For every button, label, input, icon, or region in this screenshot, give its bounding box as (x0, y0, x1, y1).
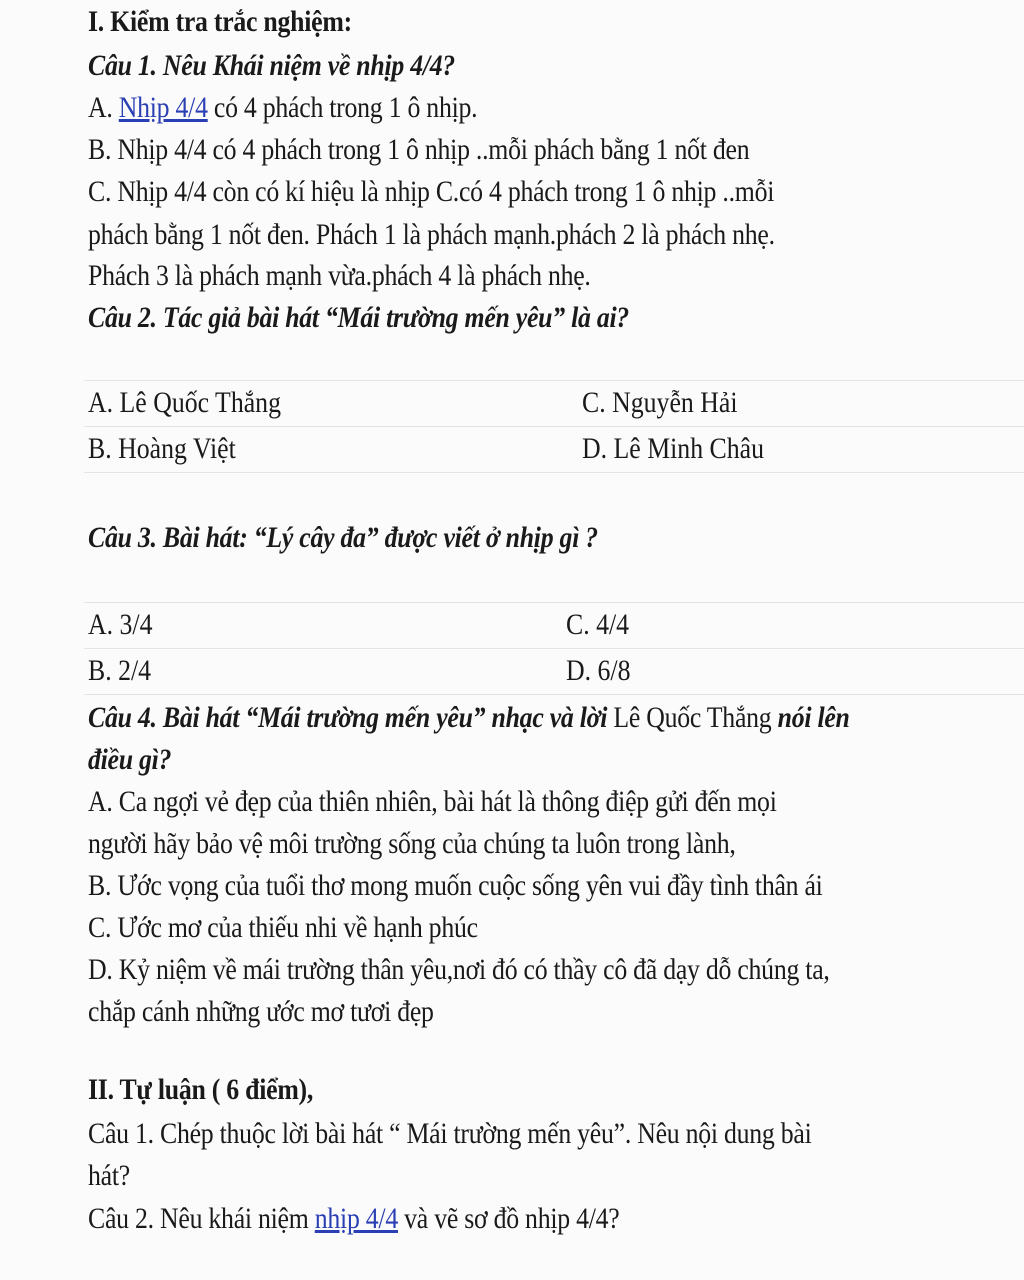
q1-option-a-rest: có 4 phách trong 1 ô nhịp. (207, 91, 478, 124)
q2-options-table (84, 380, 1024, 473)
q4-option-a-line1: A. Ca ngợi vẻ đẹp của thiên nhiên, bài hát là thông điệp gửi đến mọi (88, 785, 777, 818)
q1-option-c-line2: phách bằng 1 nốt đen. Phách 1 là phách mạnh.phách 2 là phách nhẹ. (88, 218, 775, 251)
q4-option-b: B. Ước vọng của tuổi thơ mong muốn cuộc sống yên vui đầy tình thân ái (88, 869, 823, 902)
q3-option-c: C. 4/4 (566, 608, 630, 641)
q1-option-a-prefix: A. (88, 91, 119, 124)
essay-q2-rest: và vẽ sơ đồ nhịp 4/4? (397, 1202, 620, 1235)
q4-option-d-line1: D. Kỷ niệm về mái trường thân yêu,nơi đó có thầy cô đã dạy dỗ chúng ta, (88, 953, 830, 986)
essay-q2-link[interactable]: nhịp 4/4 (314, 1202, 398, 1235)
section-2-heading: II. Tự luận ( 6 điểm), (88, 1073, 314, 1106)
section-1-heading: I. Kiểm tra trắc nghiệm: (88, 5, 352, 38)
q4-option-d-line2: chắp cánh những ước mơ tươi đẹp (88, 995, 434, 1028)
essay-q1-line1: Câu 1. Chép thuộc lời bài hát “ Mái trường mến yêu”. Nêu nội dung bài (88, 1117, 812, 1150)
table-row (84, 603, 1024, 649)
q2-option-b: B. Hoàng Việt (88, 432, 236, 465)
table-row (84, 381, 1024, 427)
q1-option-a-link[interactable]: Nhịp 4/4 (118, 91, 208, 124)
q3-options-table (84, 602, 1024, 695)
q2-option-c: C. Nguyễn Hải (582, 386, 738, 419)
q1-option-c-line3: Phách 3 là phách mạnh vừa.phách 4 là phách nhẹ. (88, 259, 591, 292)
q1-option-b: B. Nhịp 4/4 có 4 phách trong 1 ô nhịp ..mỗi phách bằng 1 nốt đen (88, 133, 750, 166)
q2-option-d: D. Lê Minh Châu (582, 432, 765, 465)
q3-question: Câu 3. Bài hát: “Lý cây đa” được viết ở nhịp gì ? (88, 521, 598, 554)
q4-question-author: Lê Quốc Thắng (613, 701, 772, 734)
q4-option-a-line2: người hãy bảo vệ môi trường sống của chúng ta luôn trong lành, (88, 827, 736, 860)
q4-question-part1: Câu 4. Bài hát “Mái trường mến yêu” nhạc và lời (88, 701, 614, 734)
q4-question-line1 (88, 698, 850, 738)
q1-option-a (88, 88, 477, 128)
q1-question: Câu 1. Nêu Khái niệm về nhịp 4/4? (88, 49, 456, 82)
essay-q2-prefix: Câu 2. Nêu khái niệm (88, 1202, 315, 1235)
q3-option-a: A. 3/4 (88, 608, 153, 641)
q3-option-b: B. 2/4 (88, 654, 152, 687)
q2-question: Câu 2. Tác giả bài hát “Mái trường mến yêu” là ai? (88, 301, 630, 334)
essay-q1-line2: hát? (88, 1159, 130, 1192)
table-row (84, 649, 1024, 695)
q4-option-c: C. Ước mơ của thiếu nhi về hạnh phúc (88, 911, 478, 944)
q2-option-a: A. Lê Quốc Thắng (88, 386, 281, 419)
q1-option-c-line1: C. Nhịp 4/4 còn có kí hiệu là nhịp C.có 4 phách trong 1 ô nhịp ..mỗi (88, 175, 775, 208)
essay-q2 (88, 1199, 619, 1239)
table-row (84, 427, 1024, 473)
q4-question-part2: nói lên (771, 701, 850, 734)
q4-question-line2: điều gì? (88, 743, 172, 776)
q3-option-d: D. 6/8 (566, 654, 631, 687)
